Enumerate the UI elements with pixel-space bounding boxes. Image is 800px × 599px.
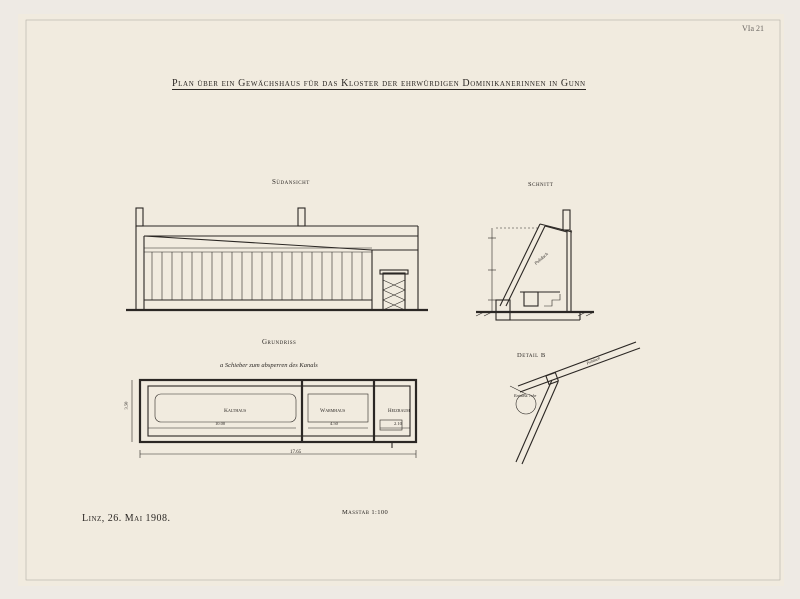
detail-small-note: Entwäss. rohr <box>514 393 537 398</box>
sheet-title: Plan über ein Gewächshaus für das Kloster der ehrwürdigen Dominikanerinnen in Gunn <box>172 78 586 89</box>
floor-plan <box>132 380 416 458</box>
floorplan-note: a Schieber zum absperren des Kanals <box>220 362 318 369</box>
dimension-total: 17.65 <box>290 450 302 455</box>
south-elevation <box>126 208 428 310</box>
detail-b <box>510 342 640 464</box>
scale-label: Masstab 1:100 <box>342 509 389 516</box>
place-date: Linz, 26. Mai 1908. <box>82 513 171 524</box>
floorplan-label: Grundriss <box>262 338 297 346</box>
section-roof-note: Pultdach <box>533 251 549 266</box>
archive-mark: VIa 21 <box>742 24 764 33</box>
detail-label: Detail B <box>517 352 546 359</box>
detail-roof-note: Pultdach <box>585 355 601 366</box>
section-label: Schnitt <box>528 181 554 188</box>
room-warmhaus: Warmhaus <box>320 408 346 414</box>
sheet-frame <box>26 20 780 580</box>
dimension-warmhaus: 4.50 <box>330 421 338 426</box>
room-kalthaus: Kalthaus <box>224 408 247 414</box>
dimension-side: 3.50 <box>123 401 129 410</box>
elevation-label: Südansicht <box>272 178 310 186</box>
dimension-kalthaus: 10.00 <box>215 421 226 426</box>
room-heizraum: Heizraum <box>388 409 410 414</box>
dimension-heizraum: 2.10 <box>394 421 402 426</box>
